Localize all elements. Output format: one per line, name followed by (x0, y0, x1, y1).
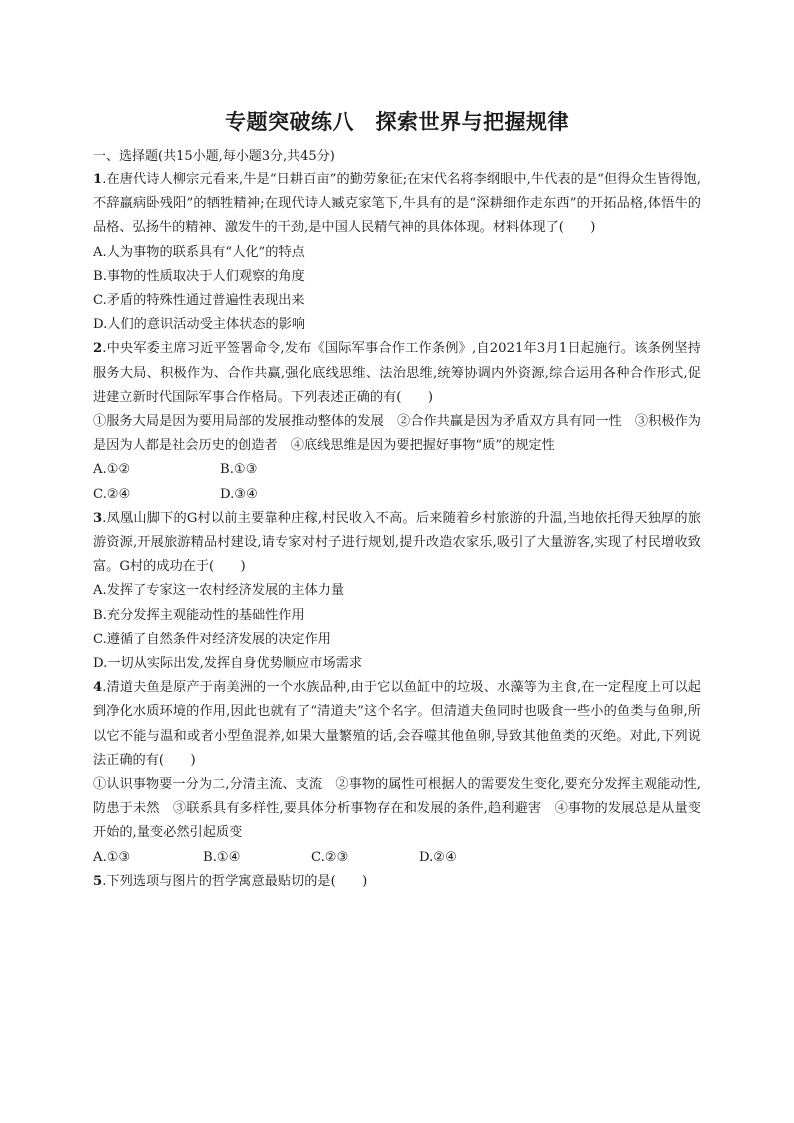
option-d: D.一切从实际出发,发挥自身优势顺应市场需求 (93, 656, 363, 672)
question-text: .凤凰山脚下的G村以前主要靠种庄稼,村民收入不高。后来随着乡村旅游的升温,当地依托得天独厚的旅游资源,开展旅游精品村建设,请专家对村子进行规划,提升改造农家乐,吸引了大量游客,实现了村民增收致富。G村的成功在于( ) (93, 510, 701, 575)
option-d: D.③④ (220, 486, 258, 502)
question-number: 3 (93, 510, 103, 526)
question-1 (93, 168, 701, 337)
option-a: A.①③ (93, 849, 131, 865)
question-number: 4 (93, 680, 103, 696)
option-c: C.②③ (311, 849, 349, 865)
option-d: D.②④ (419, 849, 457, 865)
question-number: 1 (93, 172, 103, 187)
question-number: 5 (93, 873, 103, 889)
question-text: .在唐代诗人柳宗元看来,牛是“日耕百亩”的勤劳象征;在宋代名将李纲眼中,牛代表的是“但得众生皆得饱,不辞羸病卧残阳”的牺牲精神;在现代诗人臧克家笔下,牛具有的是“深耕细作走东西”的开拓品格,体悟牛的品格、弘扬牛的精神、激发牛的干劲,是中国人民精气神的具体体现。材料体现了( ) (93, 172, 701, 236)
question-text: .下列选项与图片的哲学寓意最贴切的是( ) (102, 873, 368, 889)
option-b: B.充分发挥主观能动性的基础性作用 (93, 607, 305, 623)
option-b: B.①④ (203, 849, 241, 865)
question-3 (93, 507, 701, 676)
page-title: 专题突破练八 探索世界与把握规律 (225, 110, 569, 134)
question-number: 2 (93, 341, 103, 357)
options-row-1 (93, 458, 701, 482)
question-statements: ①服务大局是因为要用局部的发展推动整体的发展 ②合作共赢是因为矛盾双方具有同一性 ③积极作为是因为人都是社会历史的创造者 ④底线思维是因为要把握好事物“质”的规定性 (93, 414, 701, 454)
question-stem (93, 507, 701, 580)
question-2 (93, 337, 701, 506)
options-row-2 (93, 483, 701, 507)
question-5 (93, 870, 701, 894)
option-a: A.人为事物的联系具有“人化”的特点 (93, 244, 305, 260)
option-a: A.发挥了专家这一农村经济发展的主体力量 (93, 583, 345, 599)
section-heading: 一、选择题(共15小题,每小题3分,共45分) (93, 149, 335, 164)
question-stem (93, 337, 701, 410)
question-text: .中央军委主席习近平签署命令,发布《国际军事合作工作条例》,自2021年3月1日起施行。该条例坚持服务大局、积极作为、合作共赢,强化底线思维、法治思维,统筹协调内外资源,综合运用各种合作形式,促进建立新时代国际军事合作格局。下列表述正确的有( ) (93, 341, 701, 405)
option-b: B.①③ (220, 462, 258, 478)
question-statements: ①认识事物要一分为二,分清主流、支流 ②事物的属性可根据人的需要发生变化,要充分发挥主观能动性,防患于未然 ③联系具有多样性,要具体分析事物存在和发展的条件,趋利避害 ④事物的发展总是从量变开始的,量变必然引起质变 (93, 777, 701, 841)
option-d: D.人们的意识活动受主体状态的影响 (93, 317, 306, 333)
question-stem (93, 168, 701, 241)
question-stem (93, 676, 701, 773)
option-c: C.②④ (93, 486, 131, 502)
options-row (93, 846, 701, 870)
option-c: C.矛盾的特殊性通过普遍性表现出来 (93, 293, 305, 309)
question-4 (93, 676, 701, 870)
option-a: A.①② (93, 462, 131, 478)
document-content (93, 146, 701, 894)
option-b: B.事物的性质取决于人们观察的角度 (93, 268, 305, 284)
question-stem (93, 870, 701, 894)
question-text: .清道夫鱼是原产于南美洲的一个水族品种,由于它以鱼缸中的垃圾、水藻等为主食,在一定程度上可以起到净化水质环境的作用,因此也就有了“清道夫”这个名字。但清道夫鱼同时也吸食一些小的鱼类与鱼卵,所以它不能与温和或者小型鱼混养,如果大量繁殖的话,会吞噬其他鱼卵,导致其他鱼类的灭绝。对此,下列说法正确的有( ) (93, 680, 701, 768)
option-c: C.遵循了自然条件对经济发展的决定作用 (93, 631, 331, 647)
